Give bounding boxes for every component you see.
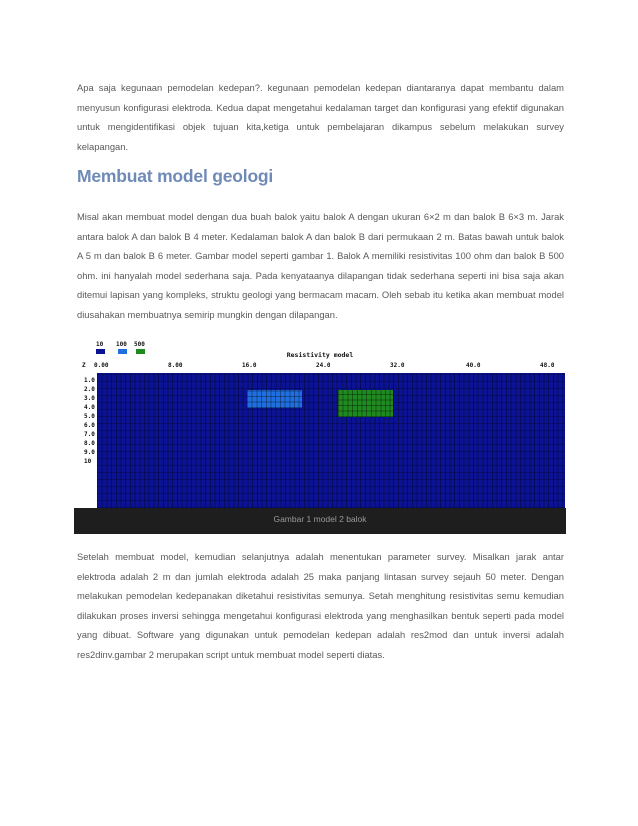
legend-label-10: 10: [96, 341, 104, 348]
y-tick: 2.0: [84, 386, 95, 393]
model-title: Resistivity model: [286, 351, 354, 359]
intro-paragraph: Apa saja kegunaan pemodelan kedepan?. kegunaan pemodelan kedepan diantaranya dapat membantu dalam menyusun konfigurasi elektroda. Kedua dapat mengetahui kedalaman target dan konfigurasi yang efektif digunakan untuk mengidentifikasi objek tujuan kita,ketiga untuk pembelajaran dikampus sebelum melakukan survey kelapangan.: [77, 82, 564, 152]
caption-bar: [74, 508, 566, 534]
y-tick: 5.0: [84, 413, 95, 420]
y-tick: 1.0: [84, 377, 95, 384]
block-a: [247, 390, 302, 408]
y-tick: 9.0: [84, 449, 95, 456]
x-tick: 32.0: [390, 362, 405, 369]
x-tick: 48.0: [540, 362, 555, 369]
resistivity-mesh: [97, 373, 565, 508]
model-description-paragraph: Misal akan membuat model dengan dua buah balok yaitu balok A dengan ukuran 6×2 m dan balok B 6×3 m. Jarak antara balok A dan balok B 4 meter. Kedalaman balok A dan balok B dari permukaan 2 m. Batas bawah untuk balok A 5 m dan balok B 6 meter. Gambar model seperti gambar 1. Balok A memiliki resistivitas 100 ohm dan balok B 500 ohm. ini hanyalah model sederhana saja. Pada kenyataanya dilapangan tidak sederhana seperti ini bisa saja akan ditemui lapisan yang kompleks, struktu geologi yang bermacam macam. Oleh sebab itu ketika akan membuat model diusahakan membuatnya semirip mungkin dengan dilapangan.: [77, 211, 564, 320]
y-tick: 10: [84, 458, 92, 465]
resistivity-model-figure: [74, 336, 566, 534]
y-tick: 6.0: [84, 422, 95, 429]
y-tick: 8.0: [84, 440, 95, 447]
legend-label-500: 500: [134, 341, 145, 348]
y-tick: 4.0: [84, 404, 95, 411]
legend-label-100: 100: [116, 341, 127, 348]
x-tick: 40.0: [466, 362, 481, 369]
x-tick: 24.0: [316, 362, 331, 369]
z-axis-label: Z: [82, 362, 86, 369]
y-tick: 7.0: [84, 431, 95, 438]
survey-parameters-paragraph: Setelah membuat model, kemudian selanjutnya adalah menentukan parameter survey. Misalkan jarak antar elektroda adalah 2 m dan jumlah elektroda adalah 25 maka panjang lintasan survey sejauh 50 meter. Dengan melakukan pemodelan kedepanakan diketahui resistivitas semunya. Setah menghitung resistivitas semu kemudian dilakukan proses inversi sehingga mengetahui konfigurasi elektroda yang menghasilkan bentuk seperti pada model yang dibuat. Software yang digunakan untuk pemodelan kedepan adalah res2mod dan untuk inversi adalah res2dinv.gambar 2 merupakan script untuk membuat model seperti diatas.: [77, 551, 564, 660]
block-b: [338, 390, 393, 417]
y-tick: 3.0: [84, 395, 95, 402]
x-tick: 8.00: [168, 362, 183, 369]
x-tick: 0.00: [94, 362, 109, 369]
section-heading: Membuat model geologi: [77, 166, 274, 186]
x-tick: 16.0: [242, 362, 257, 369]
figure-caption: Gambar 1 model 2 balok: [273, 514, 367, 524]
model-plot: [74, 336, 566, 508]
